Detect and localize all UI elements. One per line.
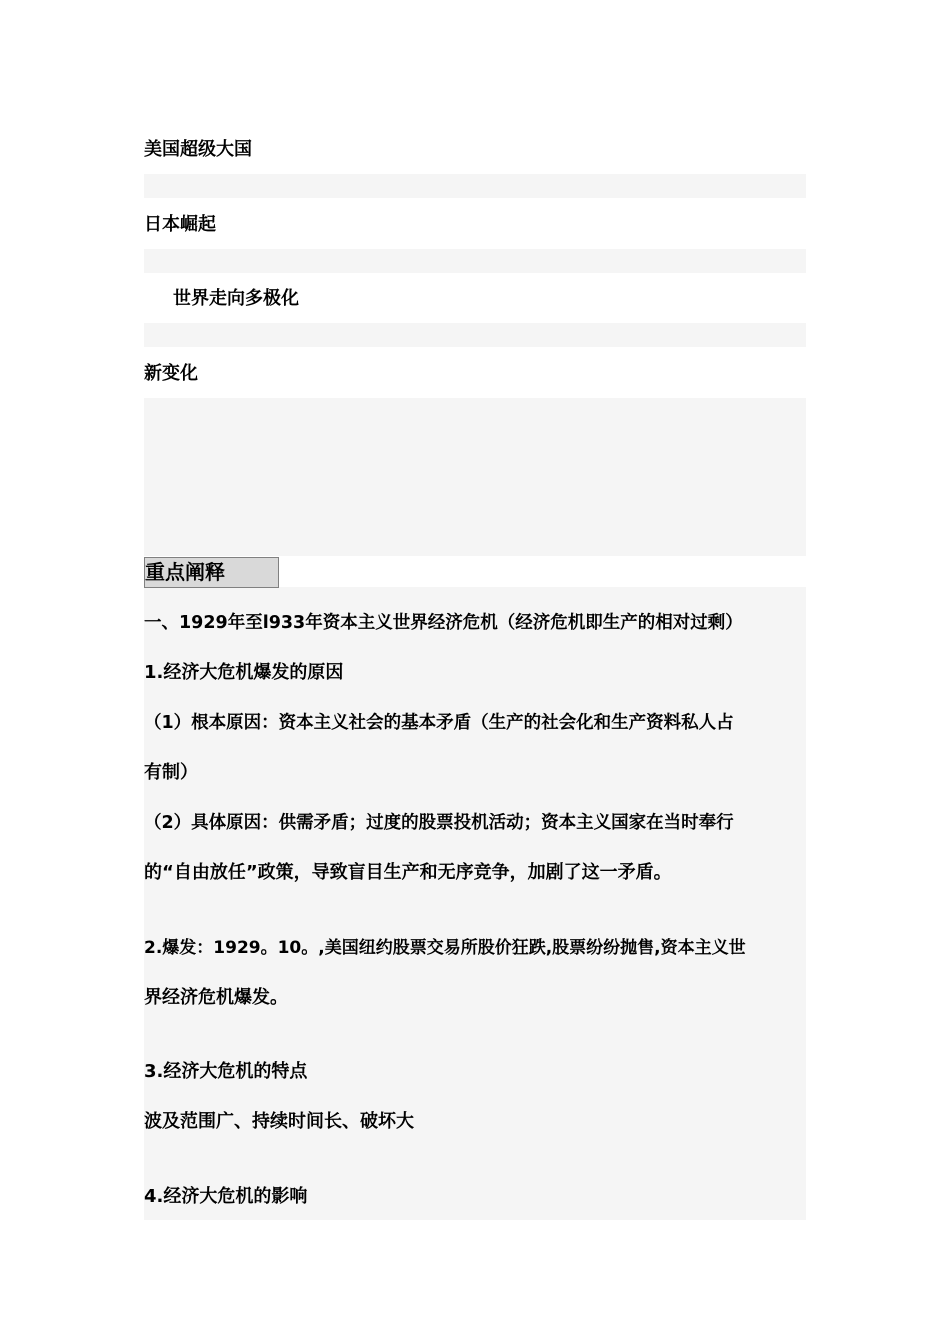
outline-item-new-changes: 新变化 (144, 363, 198, 384)
paragraph-heading: 3.经济大危机的特点 (144, 1061, 308, 1082)
paragraph-text: （2）具体原因：供需矛盾；过度的股票投机活动；资本主义国家在当时奉行 (144, 813, 734, 833)
shaded-band (144, 398, 806, 556)
paragraph-text: 的“自由放任”政策，导致盲目生产和无序竞争，加剧了这一矛盾。 (144, 862, 672, 883)
paragraph-text: 有制） (144, 762, 198, 783)
shaded-band (144, 174, 806, 198)
shaded-band (144, 249, 806, 273)
shaded-band (144, 323, 806, 347)
paragraph-text: 波及范围广、持续时间长、破坏大 (144, 1111, 414, 1132)
paragraph-heading: 1.经济大危机爆发的原因 (144, 662, 344, 683)
outline-item-multipolar-world: 世界走向多极化 (173, 288, 299, 309)
paragraph-text: （1）根本原因：资本主义社会的基本矛盾（生产的社会化和生产资料私人占 (144, 713, 734, 733)
paragraph-heading: 4.经济大危机的影响 (144, 1186, 308, 1207)
section-title: 一、1929年至l933年资本主义世界经济危机（经济危机即生产的相对过剩） (144, 613, 743, 633)
outline-item-japan-rise: 日本崛起 (144, 214, 216, 235)
section-heading: 重点阐释 (144, 557, 279, 588)
paragraph-text: 界经济危机爆发。 (144, 987, 288, 1008)
paragraph-text: 2.爆发：1929。10。,美国纽约股票交易所股价狂跌,股票纷纷抛售,资本主义世 (144, 938, 746, 958)
outline-item-us-superpower: 美国超级大国 (144, 139, 252, 160)
